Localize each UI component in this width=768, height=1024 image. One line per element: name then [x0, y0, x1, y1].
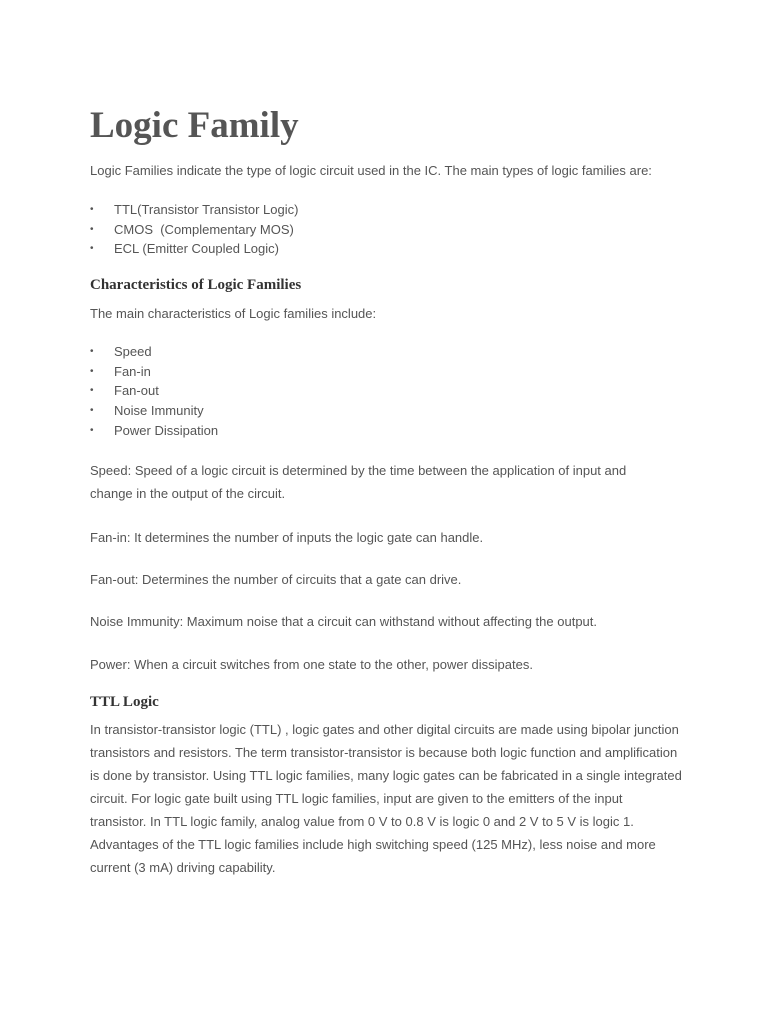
page-title: Logic Family — [90, 105, 299, 146]
list-item: • ECL (Emitter Coupled Logic) — [90, 239, 298, 259]
list-item: • Noise Immunity — [90, 401, 218, 421]
bullet-icon: • — [90, 346, 94, 357]
ttl-paragraph: In transistor-transistor logic (TTL) , logic gates and other digital circuits are made using bipolar junction transistors and resistors. The term transistor-transistor is because both logic function and amplification is done by transistor. Using TTL logic families, many logic gates can be fabricated in a single integrated circuit. For logic gate built using TTL logic families, input are given to the emitters of the input transistor. In TTL logic family, analog value from 0 V to 0.8 V is logic 0 and 2 V to 5 V is logic 1. Advantages of the TTL logic families include high switching speed (125 MHz), less noise and more current (3 mA) driving capability. — [90, 722, 682, 875]
bullet-icon: • — [90, 424, 94, 436]
bullet-icon: • — [90, 204, 94, 215]
fanout-definition: Fan-out: Determines the number of circuits that a gate can drive. — [90, 572, 462, 587]
families-list — [90, 200, 298, 259]
list-item: • Fan-in — [90, 362, 218, 382]
ttl-heading: TTL Logic — [90, 694, 159, 710]
list-item: • Power Dissipation — [90, 421, 218, 441]
characteristics-list — [90, 342, 218, 440]
bullet-icon: • — [90, 385, 94, 397]
list-item: • Fan-out — [90, 381, 218, 401]
bullet-icon: • — [90, 365, 94, 377]
power-definition: Power: When a circuit switches from one state to the other, power dissipates. — [90, 657, 533, 672]
noise-immunity-definition: Noise Immunity: Maximum noise that a circuit can withstand without affecting the output. — [90, 614, 597, 629]
bullet-icon: • — [90, 405, 94, 417]
fanin-definition: Fan-in: It determines the number of inputs the logic gate can handle. — [90, 530, 484, 545]
intro-paragraph: Logic Families indicate the type of logic circuit used in the IC. The main types of logic families are: — [90, 163, 652, 178]
speed-definition: Speed: Speed of a logic circuit is determined by the time between the application of input and change in the output of the circuit. — [90, 463, 627, 501]
characteristics-heading: Characteristics of Logic Families — [90, 277, 302, 293]
list-item: • Speed — [90, 342, 218, 362]
characteristics-intro: The main characteristics of Logic families include: — [90, 306, 377, 321]
bullet-icon: • — [90, 223, 94, 235]
list-item: • CMOS (Complementary MOS) — [90, 220, 298, 240]
list-item: • TTL(Transistor Transistor Logic) — [90, 200, 298, 220]
bullet-icon: • — [90, 243, 94, 255]
